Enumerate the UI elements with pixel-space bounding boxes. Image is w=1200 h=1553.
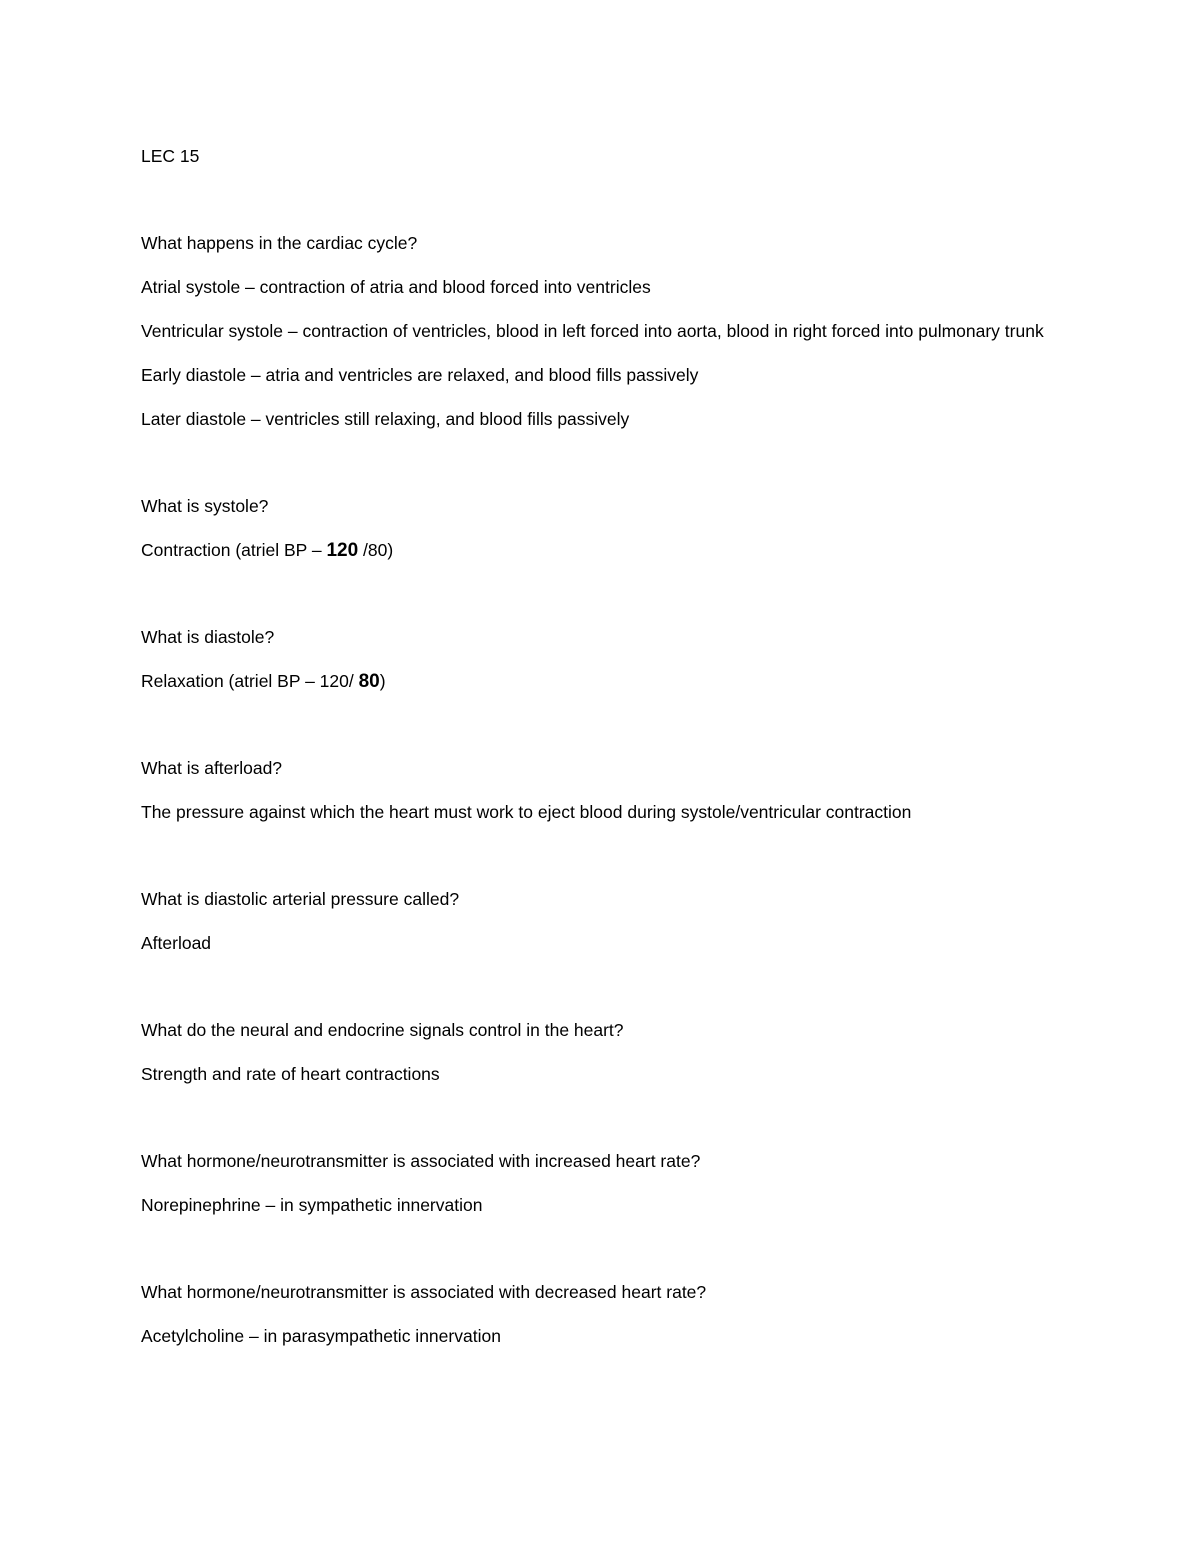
answer-ventricular-systole: Ventricular systole – contraction of ventricles, blood in left forced into aorta, blood in right forced into pulmonary trunk <box>141 321 1044 341</box>
answer-early-diastole: Early diastole – atria and ventricles are relaxed, and blood fills passively <box>141 365 699 385</box>
document-title: LEC 15 <box>141 146 200 166</box>
answer-diastole-text-start: Relaxation (atriel BP – 120/ <box>141 671 359 691</box>
answer-later-diastole: Later diastole – ventricles still relaxing, and blood fills passively <box>141 409 630 429</box>
answer-diastole <box>141 667 1061 696</box>
answer-diastole-emphasis: 80 <box>358 671 380 692</box>
answer-systole-text-start: Contraction (atriel BP – <box>141 540 327 560</box>
answer-atrial-systole: Atrial systole – contraction of atria and blood forced into ventricles <box>141 277 651 297</box>
question-systole: What is systole? <box>141 496 269 516</box>
question-increased-heart-rate: What hormone/neurotransmitter is associated with increased heart rate? <box>141 1151 701 1171</box>
question-decreased-heart-rate: What hormone/neurotransmitter is associated with decreased heart rate? <box>141 1282 707 1302</box>
answer-systole <box>141 536 1061 565</box>
answer-diastolic-pressure: Afterload <box>141 933 212 953</box>
answer-diastole-text-end: ) <box>379 671 386 691</box>
answer-decreased-heart-rate: Acetylcholine – in parasympathetic innervation <box>141 1326 501 1346</box>
answer-neural-endocrine: Strength and rate of heart contractions <box>141 1064 440 1084</box>
answer-systole-emphasis: 120 <box>326 540 359 561</box>
question-diastolic-pressure: What is diastolic arterial pressure called? <box>141 889 460 909</box>
answer-systole-text-end: /80) <box>358 540 394 560</box>
question-afterload: What is afterload? <box>141 758 283 778</box>
question-cardiac-cycle: What happens in the cardiac cycle? <box>141 233 418 253</box>
answer-increased-heart-rate: Norepinephrine – in sympathetic innervation <box>141 1195 483 1215</box>
document-body <box>141 142 1061 1351</box>
question-diastole: What is diastole? <box>141 627 275 647</box>
answer-afterload: The pressure against which the heart must work to eject blood during systole/ventricular contraction <box>141 802 912 822</box>
question-neural-endocrine: What do the neural and endocrine signals control in the heart? <box>141 1020 624 1040</box>
